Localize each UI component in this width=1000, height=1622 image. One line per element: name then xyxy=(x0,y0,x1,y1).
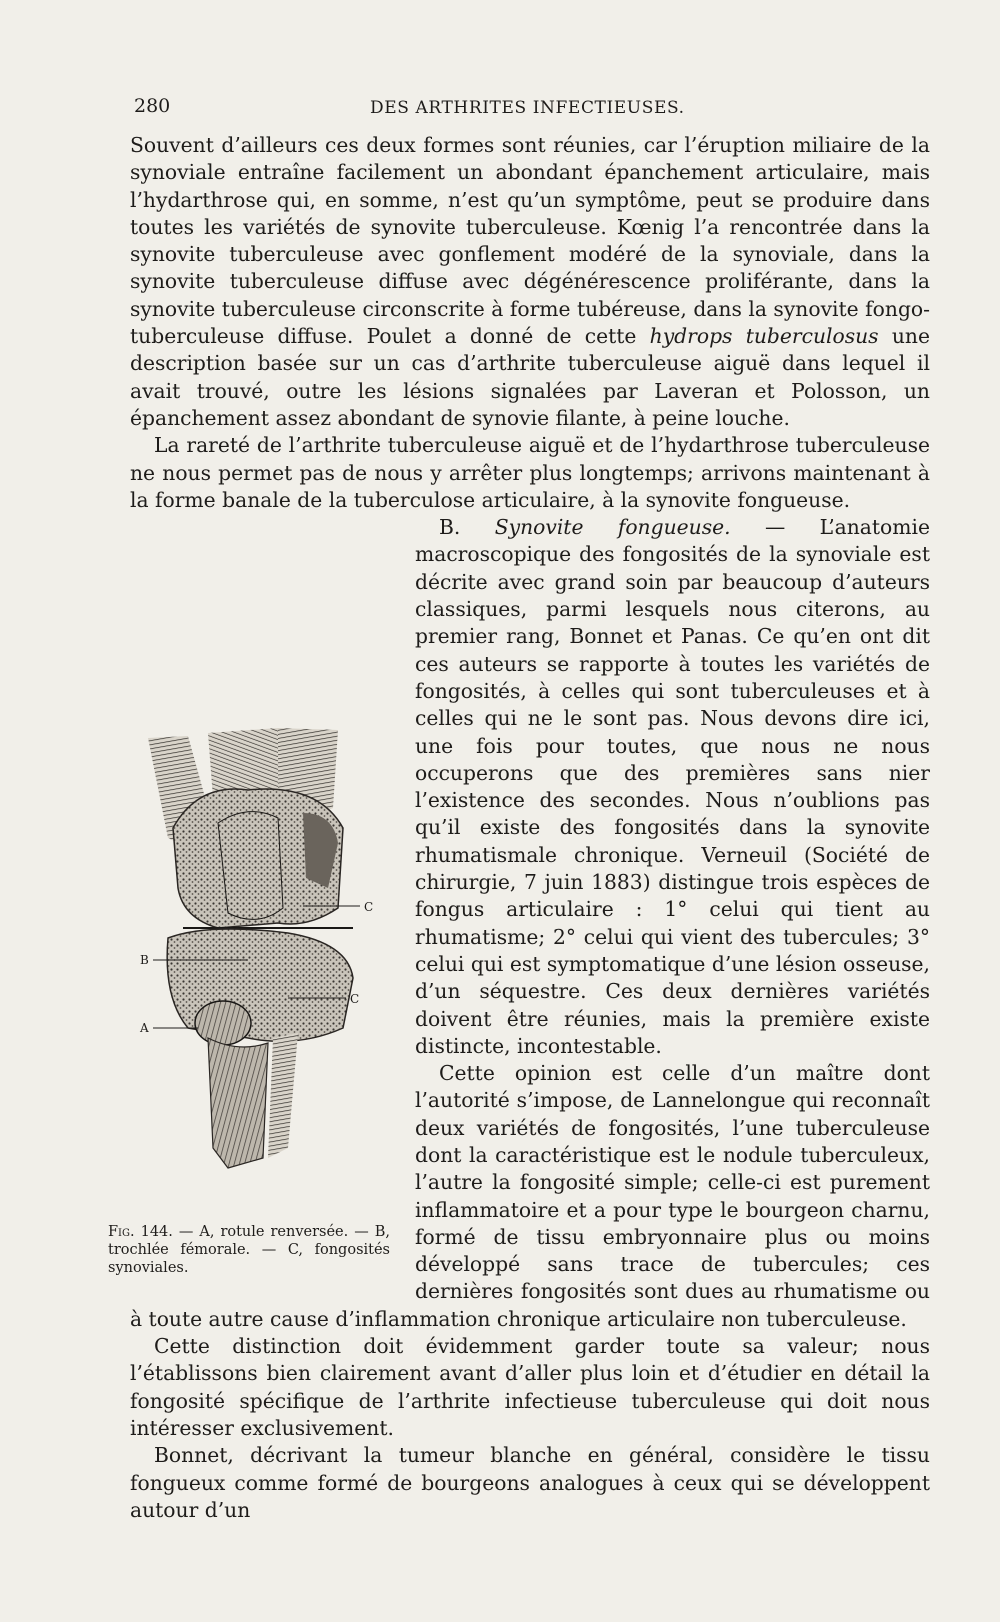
paragraph-1-italic: hydrops tuberculosus xyxy=(649,324,879,349)
label-c-upper: C xyxy=(364,900,374,914)
page-number: 280 xyxy=(134,95,171,117)
figure-number: Fig. 144. xyxy=(108,1224,173,1240)
running-title: DES ARTHRITES INFECTIEUSES. xyxy=(370,98,685,118)
paragraph-1-text-end: une description basée sur un cas d’arthrite tuberculeuse aiguë dans lequel il avait trouvé, outre les lésions signalées par Laveran et Polosson, un épanchement assez abondant de synovie filante, à peine louche. xyxy=(130,324,931,430)
paragraph-1-text: Souvent d’ailleurs ces deux formes sont réunies, car l’éruption miliaire de la synoviale entraîne facilement un abondant épanchement articulaire, mais l’hydarthrose qui, en somme, n’est qu’un symptôme, peut se produire dans toutes les variétés de synovite tuberculeuse. Kœnig l’a rencontrée dans la synovite tuberculeuse avec gonflement modéré de la synoviale, dans la synovite tuberculeuse diffuse avec dégénérescence proliférante, dans la synovite tuberculeuse circonscrite à forme tubéreuse, dans la synovite fongo-tuberculeuse diffuse. Poulet a donné de cette xyxy=(130,133,930,349)
paragraph-5: Cette distinction doit évidemment garder toute sa valeur; nous l’établissons bien clairement avant d’aller plus loin et d’étudier en détail la fongosité spécifique de l’arthrite infectieuse tuberculeuse qui doit nous intéresser exclusivement. xyxy=(130,1334,930,1440)
label-a: A xyxy=(140,1021,149,1035)
section-label: B. xyxy=(439,515,461,540)
label-b: B xyxy=(140,953,149,967)
paragraph-2: La rareté de l’arthrite tuberculeuse aiguë et de l’hydarthrose tuberculeuse ne nous permet pas de nous y arrêter plus longtemps; arrivons maintenant à la forme banale de la tuberculose articulaire, à la synovite fongueuse. xyxy=(130,433,930,512)
figure-144 xyxy=(108,728,410,1288)
paragraph-6: Bonnet, décrivant la tumeur blanche en général, considère le tissu fongueux comme formé de bourgeons analogues à ceux qui se développent autour d’un xyxy=(130,1443,930,1522)
paragraph-4: Cette opinion est celle d’un maître dont l’autorité s’impose, de Lannelongue qui reconnaît deux variétés de fongosités, l’une tuberculeuse dont la caractéristique est le nodule tuberculeux, l’autre la fongosité simple; celle-ci est purement inflammatoire et a pour type le bourgeon charnu, formé de tissu embryonnaire plus ou moins développé sans trace de tubercules; ces dernières fongosités sont dues au rhumatisme ou à toute autre cause d’inflammation chronique articulaire non tuberculeuse. xyxy=(130,1061,930,1331)
label-c-lower: C xyxy=(350,992,360,1006)
figure-caption-text: — A, rotule renversée. — B, trochlée fémorale. — C, fongosités synoviales. xyxy=(108,1224,390,1276)
page-header xyxy=(134,95,834,125)
knee-joint-engraving xyxy=(128,728,410,1228)
paragraph-1 xyxy=(130,132,930,432)
figure-caption xyxy=(108,1223,390,1277)
paragraph-3-text: — L’anatomie macroscopique des fongosités de la synoviale est décrite avec grand soin par beaucoup d’auteurs classiques, parmi lesquels nous citerons, au premier rang, Bonnet et Panas. Ce qu’en ont dit ces auteurs se rapporte à toutes les variétés de fongosités, à celles qui sont tuberculeuses et à celles qui ne le sont pas. Nous devons dire ici, une fois pour toutes, que nous ne nous occuperons que des premières sans nier l’existence des secondes. Nous n’oublions pas qu’il existe des fongosités dans la synovite rhumatismale chronique. Verneuil (Société de chirurgie, 7 juin 1883) distingue trois espèces de fongus articulaire : 1° celui qui tient au rhumatisme; 2° celui qui vient des tubercules; 3° celui qui est symptomatique d’une lésion osseuse, d’un séquestre. Ces deux dernières variétés doivent être réunies, mais la première existe distincte, incontestable. xyxy=(415,515,930,1058)
section-title: Synovite fongueuse. xyxy=(494,515,731,540)
